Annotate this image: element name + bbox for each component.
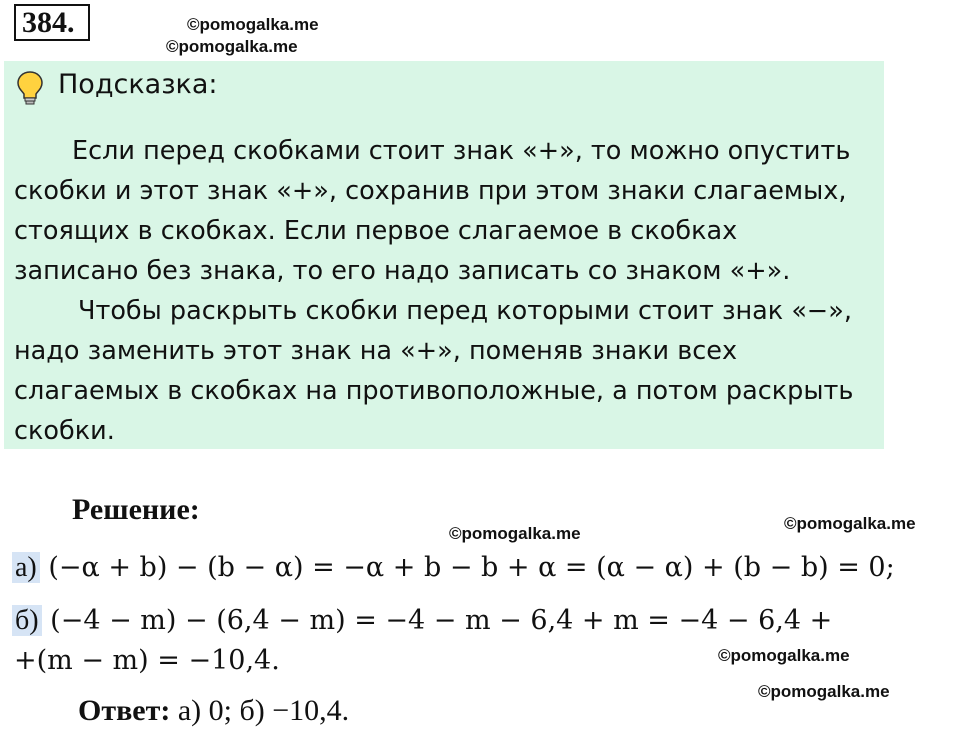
watermark: ©pomogalka.me	[449, 524, 581, 543]
hint-line: надо заменить этот знак на «+», поменяв знаки всех	[14, 336, 738, 366]
part-b-expression-line1: (−4 − m) − (6,4 − m) = −4 − m − 6,4 + m = −4 − 6,4 +	[50, 605, 833, 636]
hint-line: слагаемых в скобках на противоположные, а потом раскрыть	[14, 376, 854, 406]
watermark: ©pomogalka.me	[718, 646, 850, 665]
answer-label: Ответ:	[78, 694, 171, 727]
hint-title: Подсказка:	[58, 69, 218, 100]
solution-part-b-line1	[12, 605, 832, 637]
problem-number: 384.	[14, 4, 90, 41]
solution-heading: Решение:	[72, 493, 200, 526]
hint-line: стоящих в скобках. Если первое слагаемое в скобках	[14, 216, 738, 246]
answer	[78, 694, 349, 728]
hint-line: скобки.	[14, 416, 115, 446]
hint-text	[14, 131, 882, 451]
lightbulb-icon	[15, 70, 45, 106]
hint-line: Чтобы раскрыть скобки перед которыми стоит знак «−»,	[78, 296, 852, 326]
part-b-marker: б)	[12, 605, 42, 636]
hint-line: Если перед скобками стоит знак «+», то можно опустить	[72, 136, 851, 166]
answer-value: а) 0; б) −10,4.	[177, 694, 350, 727]
solution-part-b-line2: +(m − m) = −10,4.	[14, 645, 280, 676]
part-a-expression: (−α + b) − (b − α) = −α + b − b + α = (α − α) + (b − b) = 0;	[48, 552, 895, 583]
hint-line: записано без знака, то его надо записать со знаком «+».	[14, 256, 791, 286]
hint-line: скобки и этот знак «+», сохранив при этом знаки слагаемых,	[14, 176, 847, 206]
part-a-marker: а)	[12, 552, 40, 583]
watermark: ©pomogalka.me	[187, 15, 319, 34]
watermark: ©pomogalka.me	[166, 37, 298, 56]
watermark: ©pomogalka.me	[758, 682, 890, 701]
solution-part-a	[12, 552, 895, 584]
watermark: ©pomogalka.me	[784, 514, 916, 533]
